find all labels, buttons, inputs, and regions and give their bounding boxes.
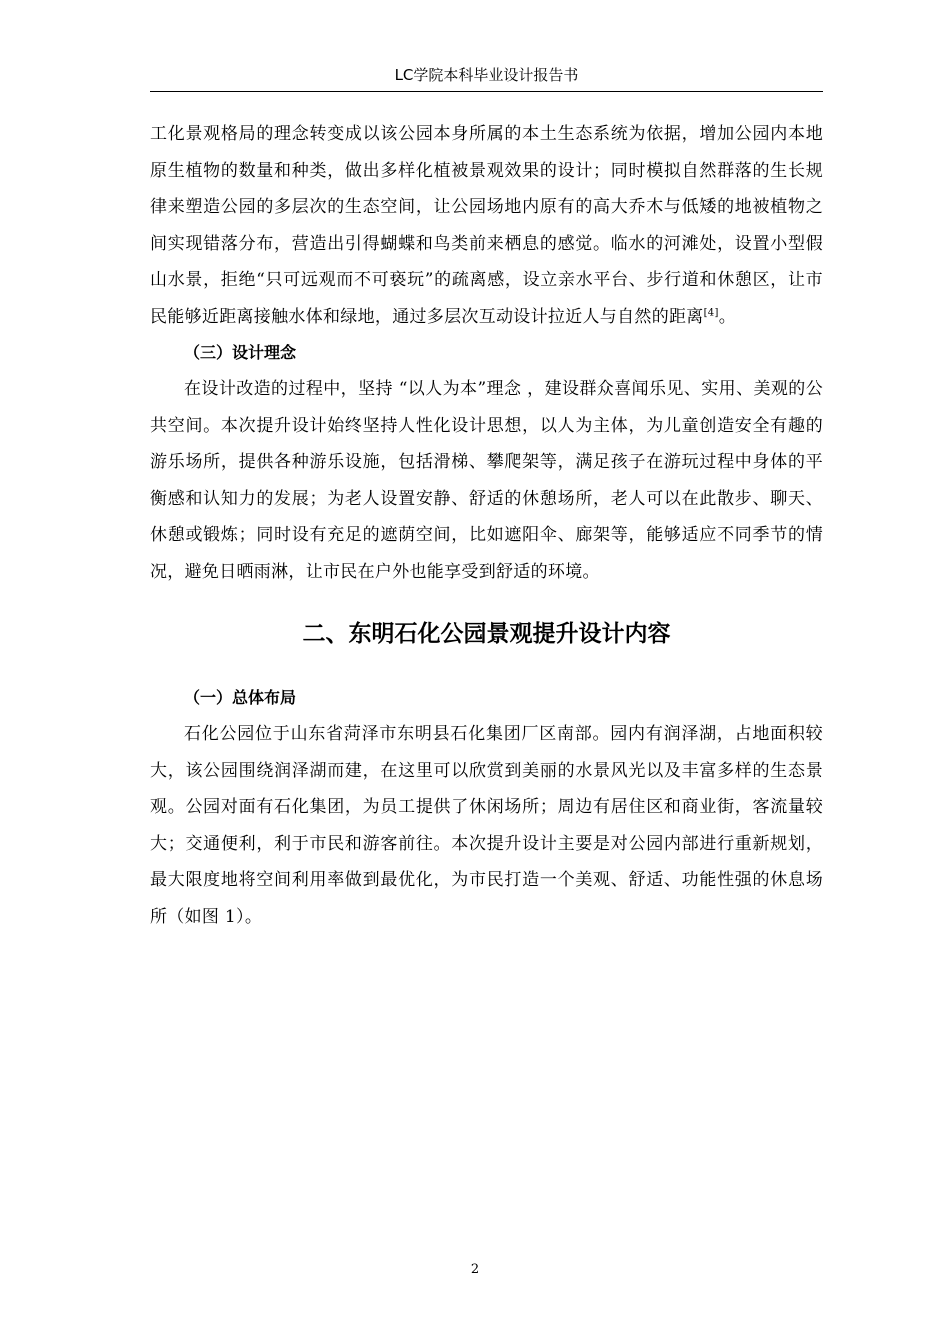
overall-layout-paragraph: 石化公园位于山东省菏泽市东明县石化集团厂区南部。园内有润泽湖，占地面积较大，该公园围绕润泽湖而建，在这里可以欣赏到美丽的水景风光以及丰富多样的生态景观。公园对面有石化集团，为员工提供了休闲场所；周边有居住区和商业街，客流量较大；交通便利，利于市民和游客前往。本次提升设计主要是对公园内部进行重新规划，最大限度地将空间利用率做到最优化，为市民打造一个美观、舒适、功能性强的休息场所（如图 1）。 — [150, 724, 823, 927]
page-header: LC学院本科毕业设计报告书 — [394, 66, 579, 84]
design-concept-heading: （三）设计理念 — [184, 343, 297, 362]
paragraph-end-mark: 。 — [718, 306, 736, 327]
design-concept-paragraph: 在设计改造的过程中，坚持 “以人为本”理念 ，建设群众喜闻乐见、实用、美观的公共空间。本次提升设计始终坚持人性化设计思想，以人为主体，为儿童创造安全有趣的游乐场所，提供各种游乐设施，包括滑梯、攀爬架等，满足孩子在游玩过程中身体的平衡感和认知力的发展；为老人设置安静、舒适的休憩场所，老人可以在此散步、聊天、休憩或锻炼；同时设有充足的遮荫空间，比如遮阳伞、廊架等，能够适应不同季节的情况，避免日晒雨淋，让市民在户外也能享受到舒适的环境。 — [150, 379, 823, 582]
chapter-heading: 二、东明石化公园景观提升设计内容 — [302, 621, 671, 647]
overall-layout-heading: （一）总体布局 — [184, 688, 297, 707]
page-body — [150, 116, 823, 935]
citation-reference: [4] — [703, 306, 719, 318]
continued-paragraph — [150, 116, 823, 335]
page-number: 2 — [470, 1262, 480, 1277]
continued-paragraph-text: 工化景观格局的理念转变成以该公园本身所属的本土生态系统为依据，增加公园内本地原生植物的数量和种类，做出多样化植被景观效果的设计；同时模拟自然群落的生长规律来塑造公园的多层次的生态空间，让公园场地内原有的高大乔木与低矮的地被植物之间实现错落分布，营造出引得蝴蝶和鸟类前来栖息的感觉。临水的河滩处，设置小型假山水景，拒绝“只可远观而不可亵玩”的疏离感，设立亲水平台、步行道和休憩区，让市民能够近距离接触水体和绿地，通过多层次互动设计拉近人与自然的距离 — [150, 124, 823, 327]
header-divider — [150, 91, 823, 92]
